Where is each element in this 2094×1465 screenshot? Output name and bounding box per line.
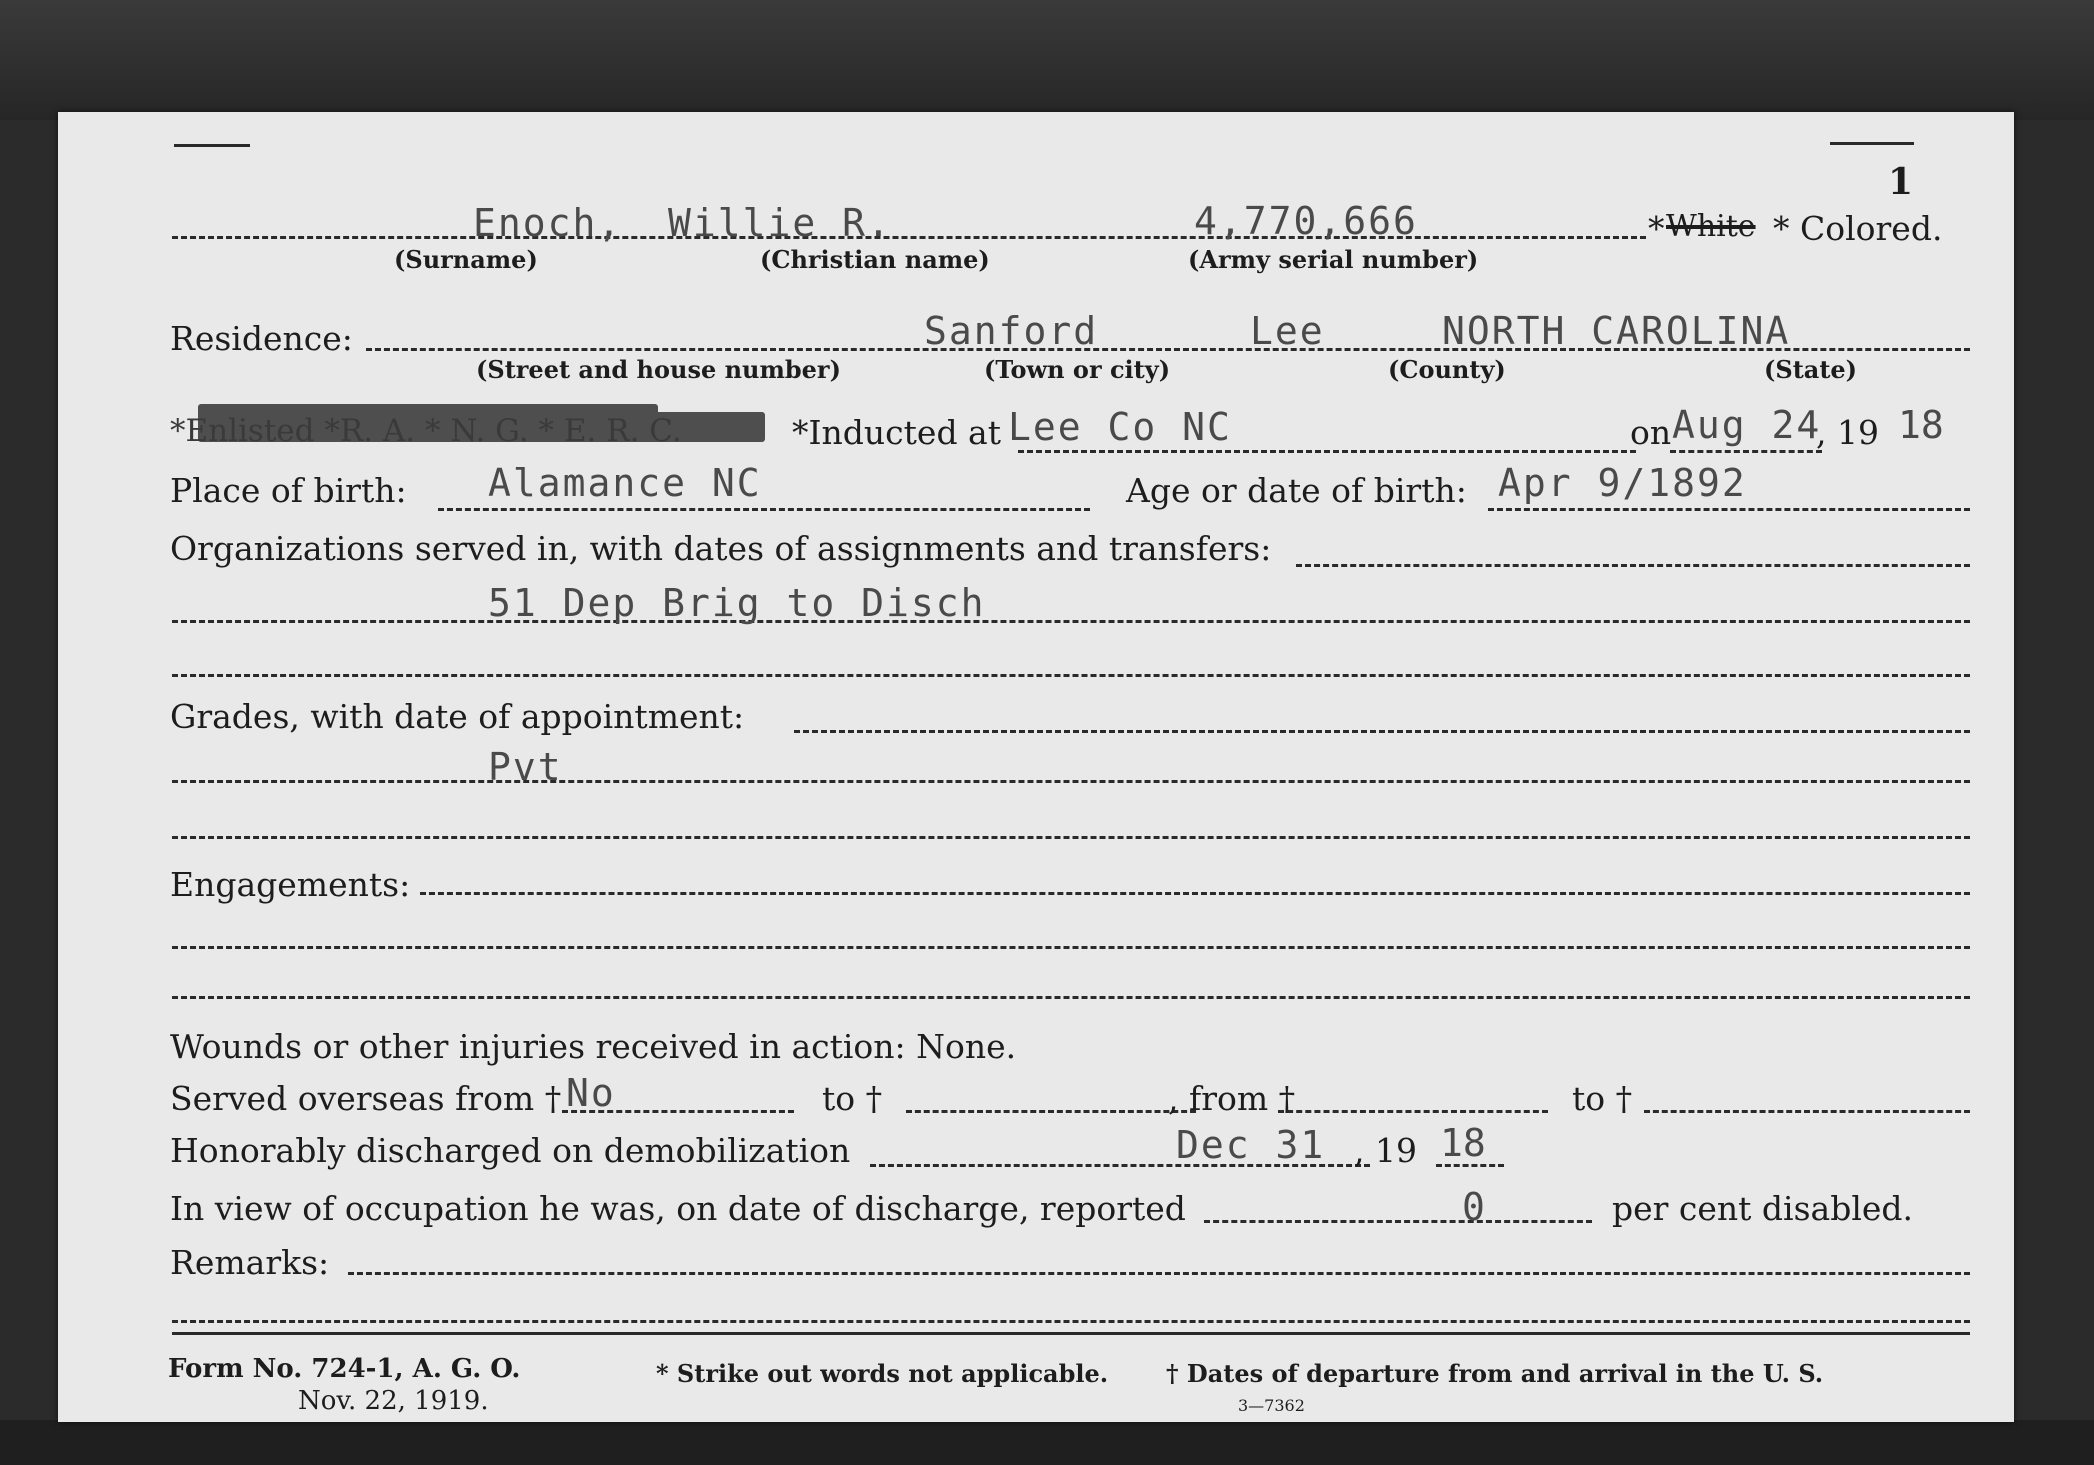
grades-value: Pvt <box>488 745 563 789</box>
corner-rule-right <box>1830 142 1914 145</box>
engagements-label: Engagements: <box>170 865 411 904</box>
inducted-year-suffix: 18 <box>1898 403 1944 447</box>
county-caption: (County) <box>1388 355 1506 384</box>
overseas-from-2: , from † <box>1168 1079 1296 1118</box>
discharge-label: Honorably discharged on demobilization <box>170 1131 851 1170</box>
serial-caption: (Army serial number) <box>1188 245 1479 274</box>
organizations-value: 51 Dep Brig to Disch <box>488 581 986 625</box>
name-line <box>172 236 1646 239</box>
form-code: 3—7362 <box>1238 1396 1305 1415</box>
service-record-card <box>58 112 2014 1422</box>
scanner-background-bottom <box>0 1420 2094 1465</box>
birth-date-label: Age or date of birth: <box>1126 471 1467 510</box>
birth-place-line <box>438 508 1090 511</box>
christian-name-value: Willie R. <box>668 201 892 245</box>
disability-label: In view of occupation he was, on date of discharge, reported <box>170 1189 1186 1228</box>
footer-rule <box>172 1332 1970 1335</box>
disability-value: 0 <box>1462 1185 1487 1229</box>
corner-rule-left <box>174 144 250 147</box>
inducted-year-prefix: , 19 <box>1816 413 1879 452</box>
inducted-date: Aug 24 <box>1672 403 1822 447</box>
birth-date-line <box>1488 508 1970 511</box>
engagements-line-1 <box>420 892 1970 895</box>
birth-place-label: Place of birth: <box>170 471 407 510</box>
inducted-line <box>1018 450 1636 453</box>
remarks-line-1 <box>348 1272 1970 1275</box>
form-number: Form No. 724-1, A. G. O. <box>168 1354 521 1384</box>
disability-suffix: per cent disabled. <box>1612 1189 1914 1228</box>
inducted-on-label: on <box>1630 413 1672 452</box>
state-caption: (State) <box>1764 355 1858 384</box>
strike-note: * Strike out words not applicable. <box>656 1359 1109 1388</box>
inducted-date-line <box>1670 450 1822 453</box>
grades-line-1 <box>794 730 1970 733</box>
inducted-place: Lee Co NC <box>1008 405 1232 449</box>
discharge-date: Dec 31 <box>1176 1123 1326 1167</box>
race-colored: * Colored. <box>1773 209 1943 248</box>
race-white-struck: White <box>1666 209 1756 244</box>
discharge-year-prefix: , 19 <box>1354 1131 1417 1170</box>
residence-town: Sanford <box>924 309 1099 353</box>
overseas-from-line-2 <box>1278 1110 1548 1113</box>
organizations-line-2 <box>172 620 1970 623</box>
grades-line-3 <box>172 836 1970 839</box>
engagements-line-3 <box>172 996 1970 999</box>
overseas-to-2: to † <box>1572 1079 1633 1118</box>
street-caption: (Street and house number) <box>476 355 841 384</box>
card-number: 1 <box>1888 161 1914 203</box>
disability-line <box>1204 1220 1592 1223</box>
grades-line-2 <box>172 780 1970 783</box>
surname-value: Enoch, <box>473 201 623 245</box>
residence-state: NORTH CAROLINA <box>1442 309 1791 353</box>
serial-number-value: 4,770,666 <box>1194 199 1418 243</box>
overseas-to-line-1 <box>906 1110 1196 1113</box>
discharge-year: 18 <box>1440 1121 1486 1165</box>
overseas-value: No <box>566 1071 616 1115</box>
form-date: Nov. 22, 1919. <box>298 1386 489 1416</box>
race-prefix: * <box>1648 209 1665 248</box>
birth-place-value: Alamance NC <box>488 461 762 505</box>
birth-date-value: Apr 9/1892 <box>1498 461 1747 505</box>
grades-label: Grades, with date of appointment: <box>170 697 745 736</box>
organizations-line-1 <box>1296 564 1970 567</box>
enlisted-options-struck: *Enlisted *R. A. * N. G. * E. R. C. <box>170 413 682 449</box>
wounds-label: Wounds or other injuries received in action: None. <box>170 1027 1017 1066</box>
remarks-label: Remarks: <box>170 1243 330 1282</box>
overseas-to-line-2 <box>1644 1110 1970 1113</box>
engagements-line-2 <box>172 946 1970 949</box>
scanner-background-top <box>0 0 2094 120</box>
overseas-label: Served overseas from † <box>170 1079 562 1118</box>
dates-note: † Dates of departure from and arrival in the U. S. <box>1166 1359 1824 1388</box>
town-caption: (Town or city) <box>984 355 1171 384</box>
organizations-line-3 <box>172 674 1970 677</box>
residence-label: Residence: <box>170 319 353 358</box>
christian-name-caption: (Christian name) <box>760 245 990 274</box>
surname-caption: (Surname) <box>394 245 538 274</box>
remarks-line-2 <box>172 1320 1970 1323</box>
inducted-label: *Inducted at <box>792 413 1001 452</box>
overseas-to-1: to † <box>822 1079 883 1118</box>
organizations-label: Organizations served in, with dates of assignments and transfers: <box>170 529 1272 568</box>
residence-county: Lee <box>1250 309 1325 353</box>
